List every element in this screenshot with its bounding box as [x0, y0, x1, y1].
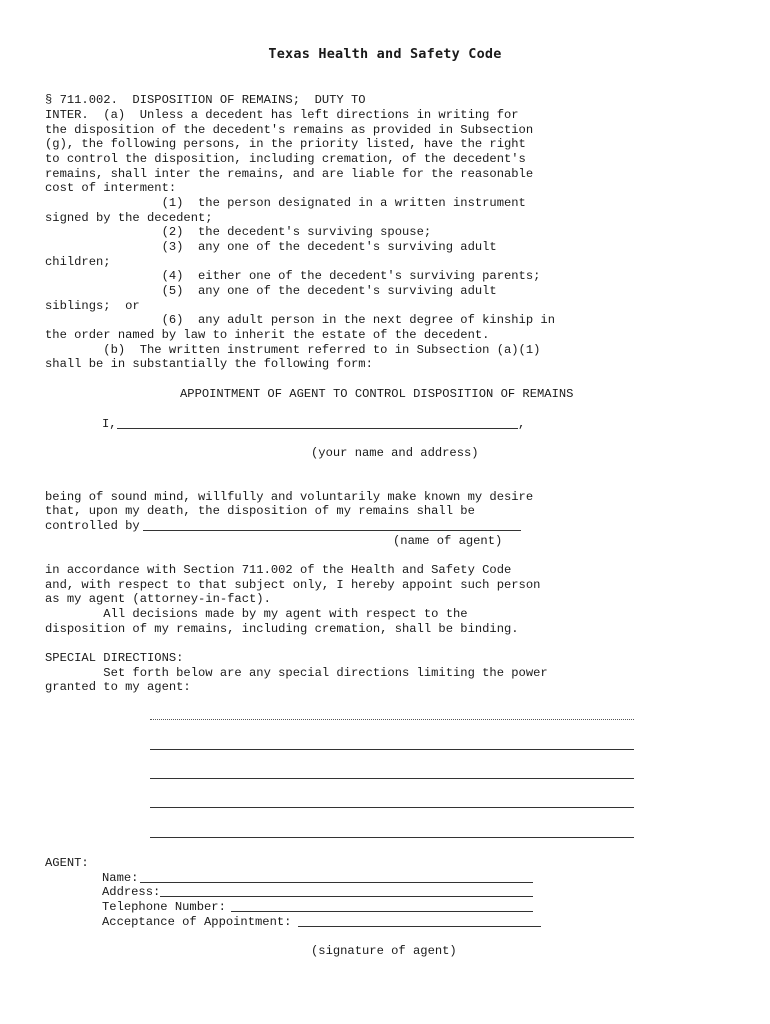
- declarant-name-line[interactable]: [117, 428, 518, 429]
- body-line: that, upon my death, the disposition of my remains shall be: [45, 504, 475, 518]
- statute-line: (4) either one of the decedent's surviving parents;: [45, 269, 541, 283]
- agent-name-field[interactable]: [140, 882, 533, 883]
- statute-line: siblings; or: [45, 299, 140, 313]
- signature-caption: (signature of agent): [311, 944, 457, 958]
- form-title: APPOINTMENT OF AGENT TO CONTROL DISPOSITION OF REMAINS: [180, 387, 574, 401]
- statute-line: the disposition of the decedent's remains as provided in Subsection: [45, 123, 534, 137]
- agent-acceptance-field[interactable]: [298, 926, 541, 927]
- agent-acceptance-label: Acceptance of Appointment:: [102, 915, 292, 929]
- statute-line: INTER. (a) Unless a decedent has left directions in writing for: [45, 108, 519, 122]
- statute-line: (5) any one of the decedent's surviving adult: [45, 284, 497, 298]
- agent-telephone-label: Telephone Number:: [102, 900, 226, 914]
- statute-line: the order named by law to inherit the estate of the decedent.: [45, 328, 490, 342]
- statute-line: (3) any one of the decedent's surviving adult: [45, 240, 497, 254]
- statute-line: cost of interment:: [45, 181, 177, 195]
- statute-line: children;: [45, 255, 111, 269]
- special-directions-blank-5[interactable]: [150, 837, 634, 838]
- agent-heading: AGENT:: [45, 856, 89, 870]
- body-line: and, with respect to that subject only, I hereby appoint such person: [45, 578, 541, 592]
- controlled-by-label: controlled by: [45, 519, 140, 533]
- body-line: as my agent (attorney-in-fact).: [45, 592, 271, 606]
- agent-address-field[interactable]: [160, 896, 533, 897]
- agent-name-label: Name:: [102, 871, 139, 885]
- body-line: being of sound mind, willfully and voluntarily make known my desire: [45, 490, 534, 504]
- statute-line: remains, shall inter the remains, and are liable for the reasonable: [45, 167, 534, 181]
- body-line: All decisions made by my agent with respect to the: [45, 607, 468, 621]
- statute-line: § 711.002. DISPOSITION OF REMAINS; DUTY TO: [45, 93, 366, 107]
- statute-line: (6) any adult person in the next degree of kinship in: [45, 313, 555, 327]
- statute-line: (2) the decedent's surviving spouse;: [45, 225, 432, 239]
- body-line: disposition of my remains, including cremation, shall be binding.: [45, 622, 519, 636]
- statute-line: signed by the decedent;: [45, 211, 213, 225]
- special-directions-blank-4[interactable]: [150, 807, 634, 808]
- agent-name-caption: (name of agent): [393, 534, 503, 548]
- special-directions-blank-1[interactable]: [150, 719, 634, 720]
- special-directions-blank-3[interactable]: [150, 778, 634, 779]
- special-directions-line: granted to my agent:: [45, 680, 191, 694]
- statute-line: (1) the person designated in a written instrument: [45, 196, 526, 210]
- declarant-suffix: ,: [518, 417, 526, 431]
- statute-line: (b) The written instrument referred to in Subsection (a)(1): [45, 343, 541, 357]
- special-directions-heading: SPECIAL DIRECTIONS:: [45, 651, 184, 665]
- agent-name-line[interactable]: [143, 530, 521, 531]
- agent-address-label: Address:: [102, 885, 161, 899]
- statute-line: to control the disposition, including cremation, of the decedent's: [45, 152, 526, 166]
- declarant-prefix: I,: [102, 417, 117, 431]
- document-title: Texas Health and Safety Code: [268, 46, 502, 62]
- agent-telephone-field[interactable]: [231, 911, 533, 912]
- special-directions-blank-2[interactable]: [150, 749, 634, 750]
- body-line: in accordance with Section 711.002 of the Health and Safety Code: [45, 563, 512, 577]
- special-directions-line: Set forth below are any special directions limiting the power: [45, 666, 548, 680]
- declarant-caption: (your name and address): [311, 446, 479, 460]
- statute-line: (g), the following persons, in the priority listed, have the right: [45, 137, 526, 151]
- statute-line: shall be in substantially the following form:: [45, 357, 373, 371]
